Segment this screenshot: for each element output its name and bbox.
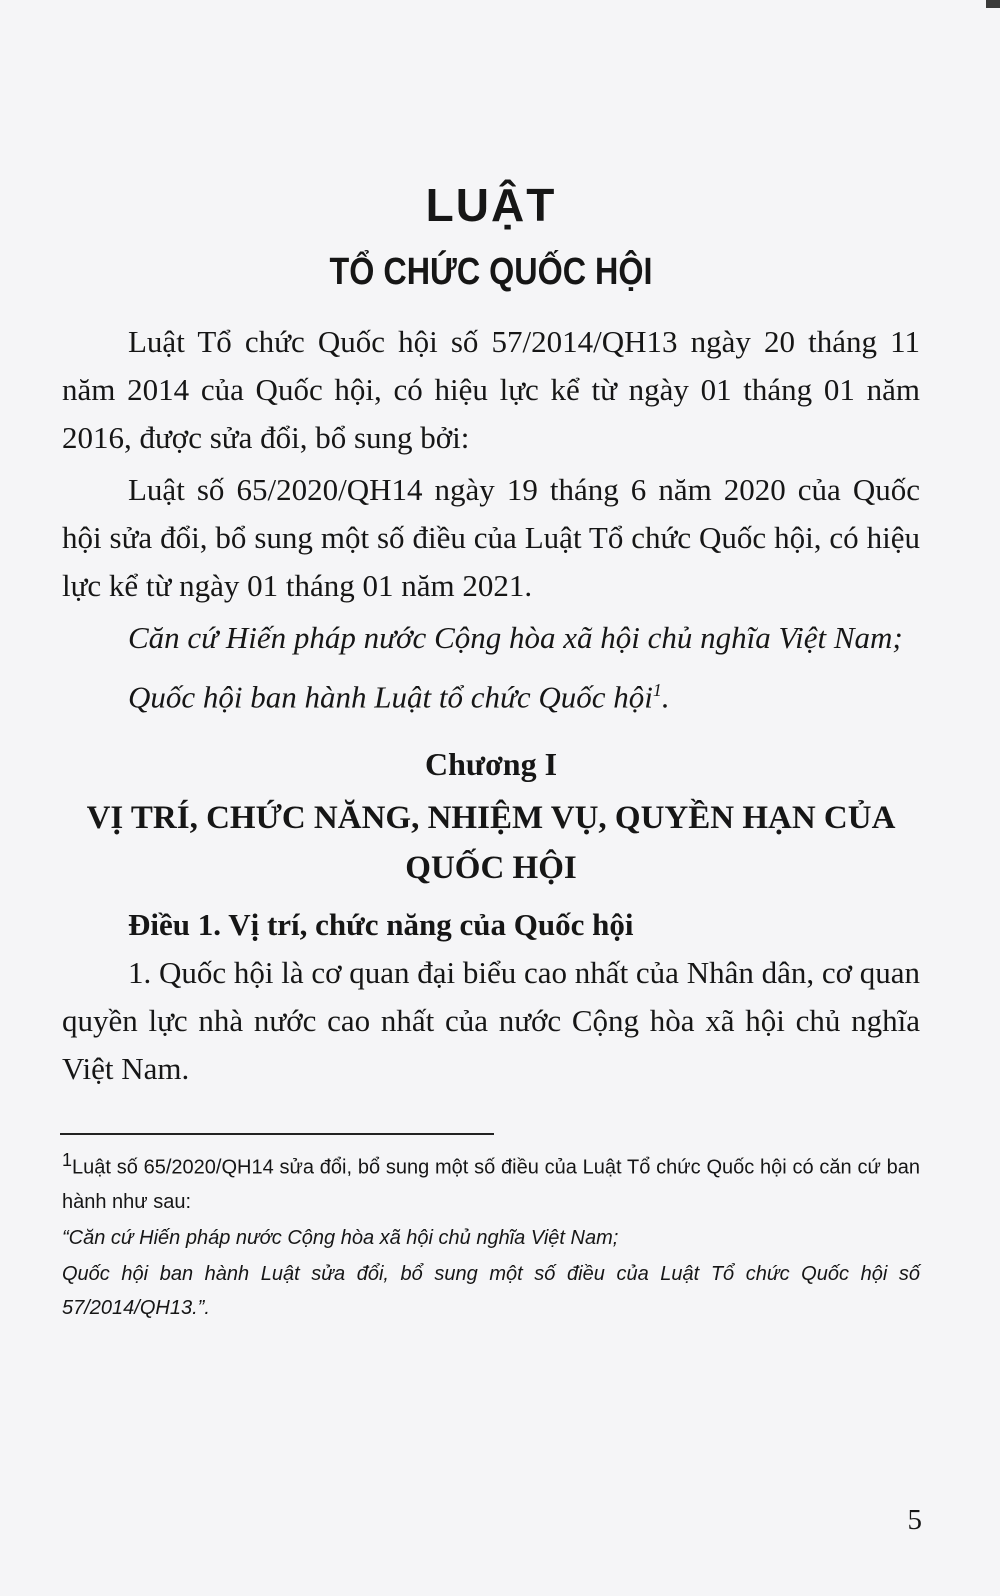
page-number: 5 bbox=[907, 1504, 922, 1536]
page-edge-mark bbox=[986, 0, 1000, 8]
footnote-number: 1 bbox=[62, 1150, 73, 1171]
footnote-divider bbox=[60, 1133, 494, 1135]
amendment-paragraph: Luật số 65/2020/QH14 ngày 19 tháng 6 năm 2020 của Quốc hội sửa đổi, bổ sung một số điều của Luật Tổ chức Quốc hội, có hiệu lực kể từ ngày 01 tháng 01 năm 2021. bbox=[62, 472, 920, 603]
enactment-end: . bbox=[661, 679, 670, 715]
law-title: LUẬT bbox=[425, 179, 557, 231]
enactment-paragraph bbox=[62, 666, 920, 721]
article-heading: Điều 1. Vị trí, chức năng của Quốc hội bbox=[128, 907, 634, 943]
basis-paragraph: Căn cứ Hiến pháp nước Cộng hòa xã hội chủ nghĩa Việt Nam; bbox=[128, 620, 903, 655]
footnote-quote-line-1: “Căn cứ Hiến pháp nước Cộng hòa xã hội chủ nghĩa Việt Nam; bbox=[62, 1226, 619, 1249]
law-subtitle: TỔ CHỨC QUỐC HỘI bbox=[329, 251, 653, 293]
page-content bbox=[62, 168, 920, 1325]
enactment-text: Quốc hội ban hành Luật tổ chức Quốc hội bbox=[128, 679, 653, 715]
intro-paragraph: Luật Tổ chức Quốc hội số 57/2014/QH13 ngày 20 tháng 11 năm 2014 của Quốc hội, có hiệu lực kể từ ngày 01 tháng 01 năm 2016, được sửa đổi, bổ sung bởi: bbox=[62, 324, 920, 455]
chapter-title: VỊ TRÍ, CHỨC NĂNG, NHIỆM VỤ, QUYỀN HẠN CỦA QUỐC HỘI bbox=[86, 800, 896, 887]
chapter-label: Chương I bbox=[424, 746, 558, 783]
article-clause-1: 1. Quốc hội là cơ quan đại biểu cao nhất của Nhân dân, cơ quan quyền lực nhà nước cao nhất của nước Cộng hòa xã hội chủ nghĩa Việt Nam. bbox=[62, 955, 921, 1087]
footnote-body: Luật số 65/2020/QH14 sửa đổi, bổ sung một số điều của Luật Tổ chức Quốc hội có căn cứ ban hành như sau: bbox=[62, 1156, 920, 1213]
footnote-reference[interactable]: 1 bbox=[652, 680, 662, 700]
footnote-text bbox=[62, 1143, 920, 1219]
footnote-quote-line-2: Quốc hội ban hành Luật sửa đổi, bổ sung một số điều của Luật Tổ chức Quốc hội số 57/2014/QH13.”. bbox=[62, 1262, 920, 1319]
